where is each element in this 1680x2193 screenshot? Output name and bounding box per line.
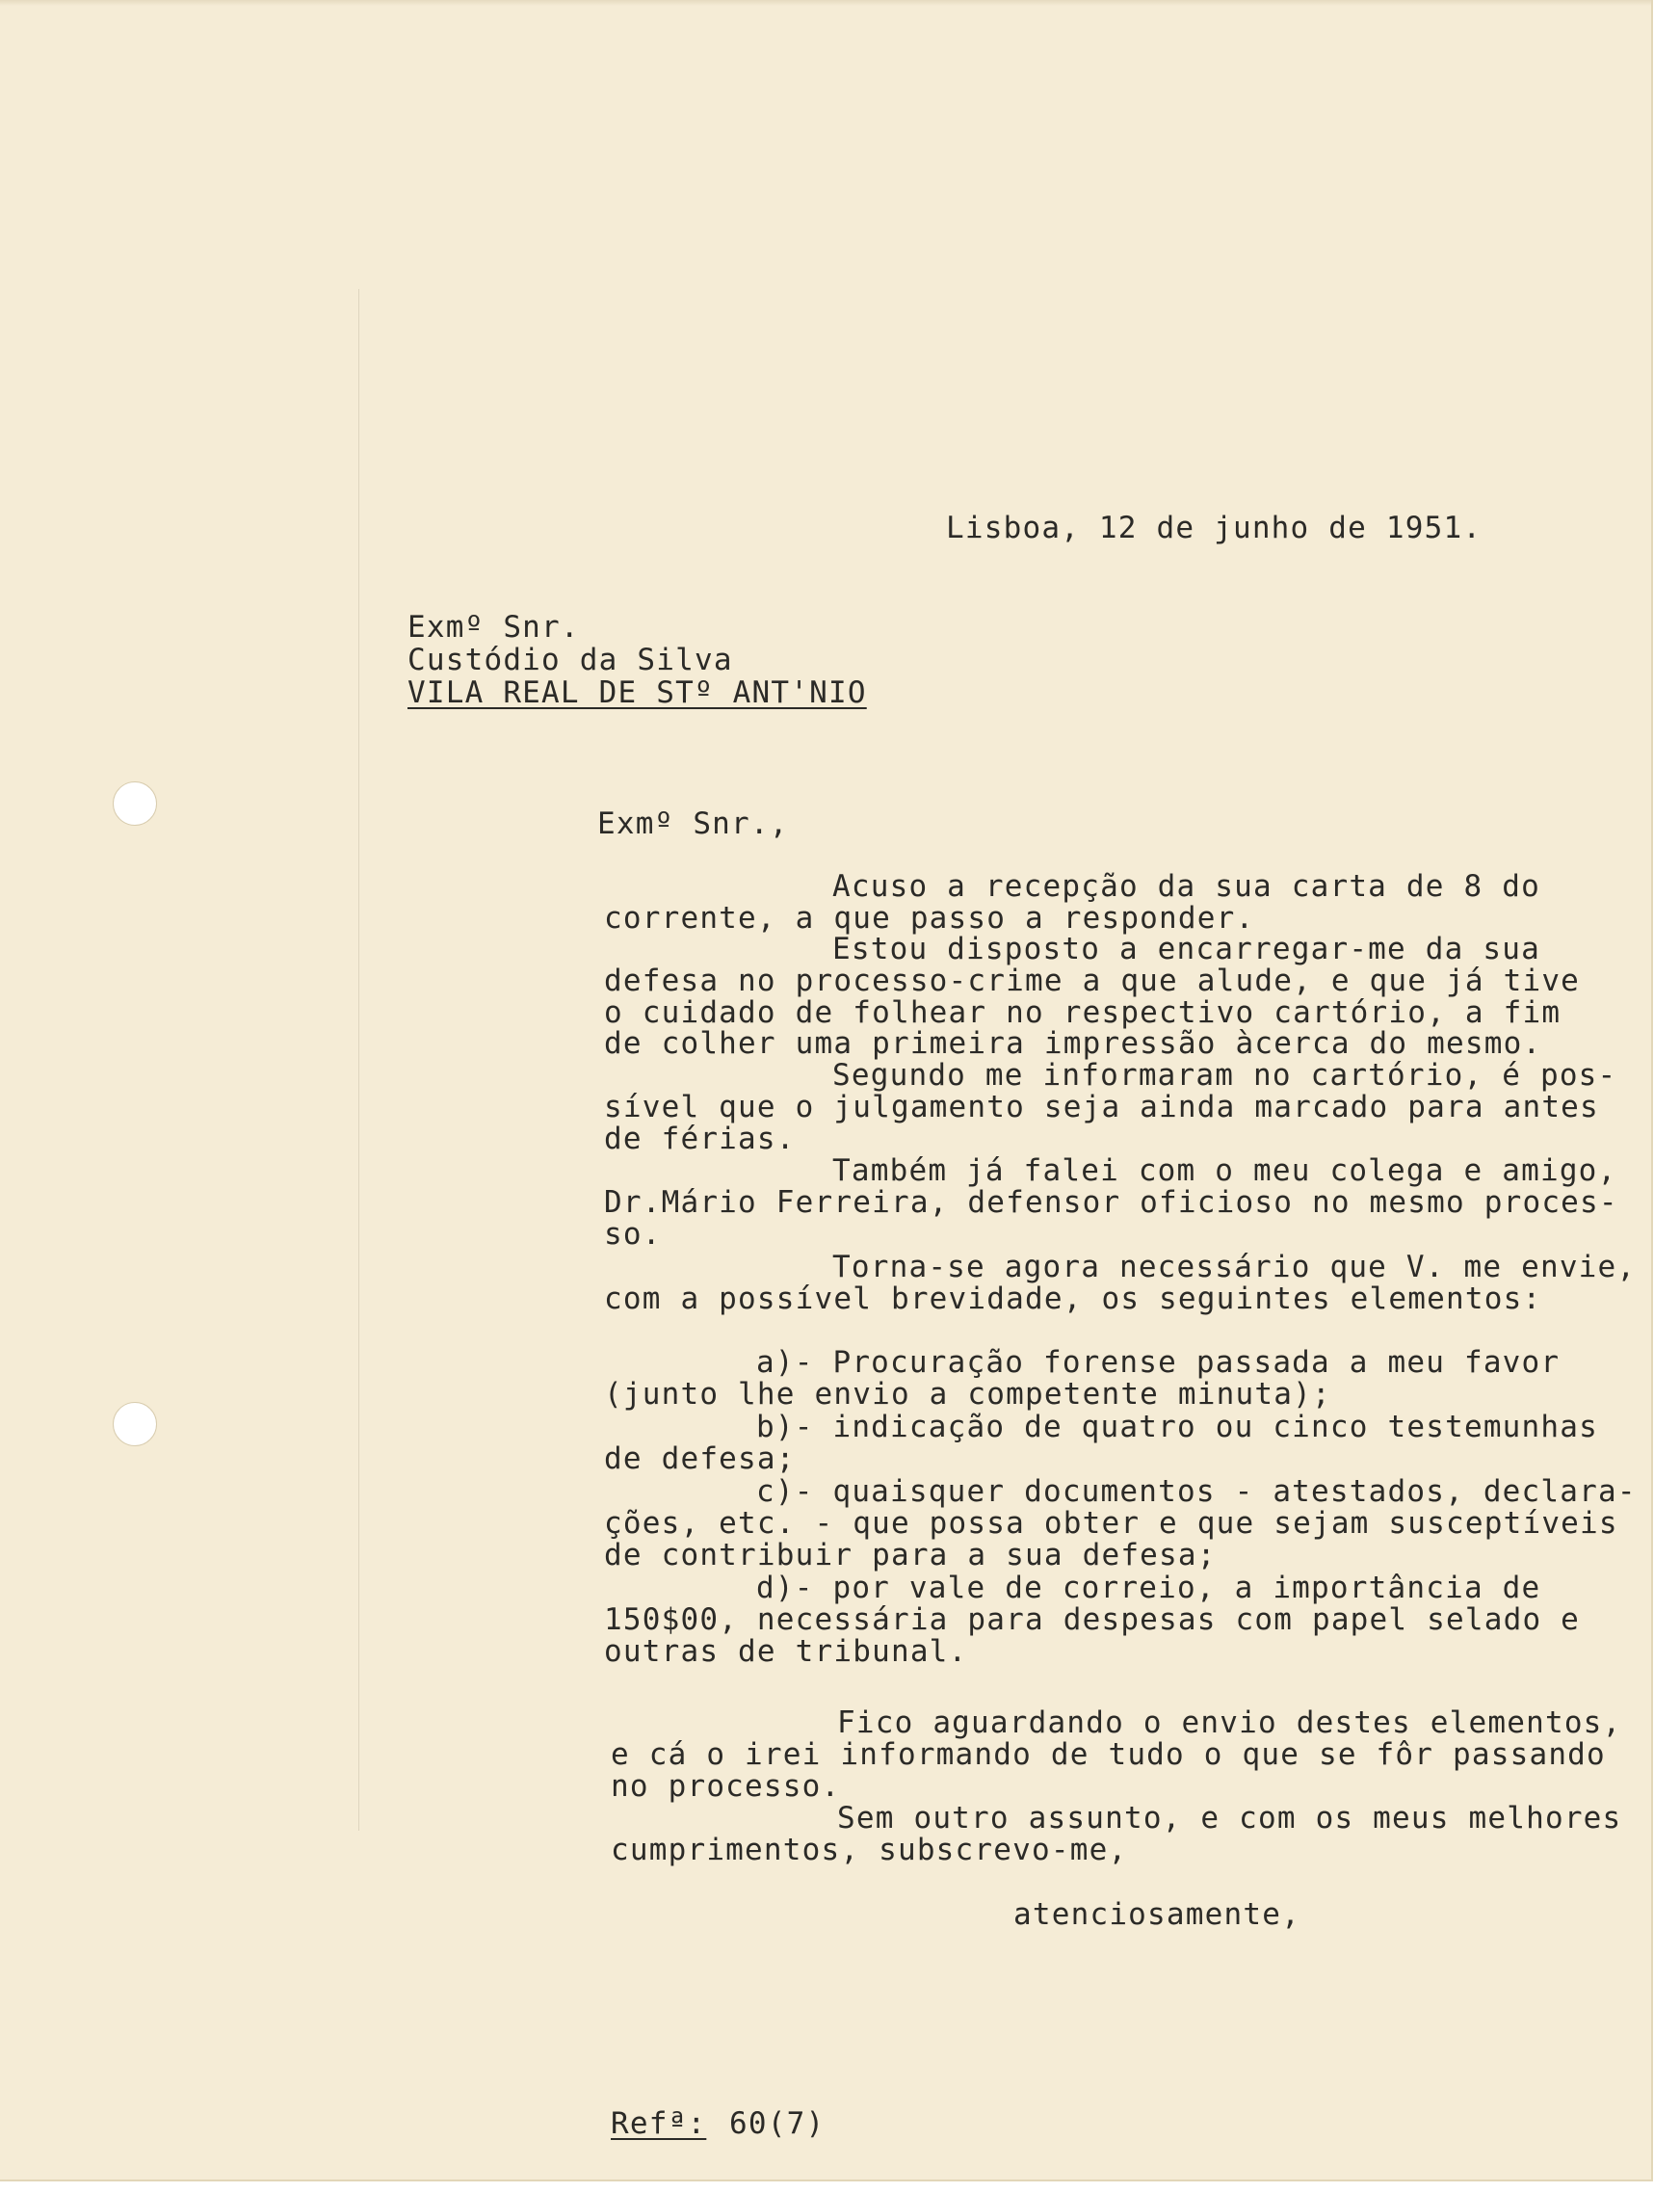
body-line: Também já falei com o meu colega e amigo, xyxy=(832,1153,1617,1188)
body-line: com a possível brevidade, os seguintes elementos: xyxy=(604,1281,1542,1316)
body-line: o cuidado de folhear no respectivo cartório, a fim xyxy=(604,995,1562,1030)
body-line: e cá o irei informando de tudo o que se fôr passando xyxy=(611,1737,1606,1772)
enumerated-item: c)- quaisquer documentos - atestados, declara- xyxy=(756,1474,1637,1509)
body-line: corrente, a que passo a responder. xyxy=(604,901,1255,936)
body-line: so. xyxy=(604,1217,662,1252)
body-line: Dr.Mário Ferreira, defensor oficioso no mesmo proces- xyxy=(604,1185,1618,1220)
body-line: sível que o julgamento seja ainda marcado para antes xyxy=(604,1090,1599,1124)
body-line: defesa no processo-crime a que alude, e que já tive xyxy=(604,964,1581,998)
punch-hole-top xyxy=(113,781,157,826)
body-line: de férias. xyxy=(604,1122,796,1156)
body-line: Estou disposto a encarregar-me da sua xyxy=(832,932,1540,966)
body-line: Segundo me informaram no cartório, é pos- xyxy=(832,1058,1617,1093)
paper-crease xyxy=(358,289,359,1831)
body-line: de contribuir para a sua defesa; xyxy=(604,1538,1217,1572)
body-line: ções, etc. - que possa obter e que sejam susceptíveis xyxy=(604,1506,1618,1541)
body-line: Torna-se agora necessário que V. me envie, xyxy=(832,1250,1637,1284)
enumerated-item: d)- por vale de correio, a importância de xyxy=(756,1571,1541,1605)
salutation: Exmº Snr., xyxy=(597,806,789,841)
body-line: Acuso a recepção da sua carta de 8 do xyxy=(832,869,1540,904)
recipient-title: Exmº Snr. xyxy=(407,610,580,645)
punch-hole-bottom xyxy=(113,1402,157,1446)
recipient-place: VILA REAL DE STº ANT'NIO xyxy=(407,675,867,710)
body-line: de defesa; xyxy=(604,1441,796,1476)
enumerated-item: a)- Procuração forense passada a meu favor xyxy=(756,1345,1561,1380)
body-line: cumprimentos, subscrevo-me, xyxy=(611,1833,1128,1867)
date-line: Lisboa, 12 de junho de 1951. xyxy=(946,511,1483,545)
body-line: de colher uma primeira impressão àcerca do mesmo. xyxy=(604,1026,1542,1061)
body-line: Fico aguardando o envio destes elementos, xyxy=(837,1705,1622,1740)
body-line: Sem outro assunto, e com os meus melhores xyxy=(837,1801,1622,1836)
recipient-name: Custódio da Silva xyxy=(407,643,733,677)
closing: atenciosamente, xyxy=(1013,1897,1300,1932)
body-line: outras de tribunal. xyxy=(604,1634,968,1669)
reference-label: Refª: xyxy=(611,2106,707,2141)
body-line: (junto lhe envio a competente minuta); xyxy=(604,1377,1331,1412)
enumerated-item: b)- indicação de quatro ou cinco testemunhas xyxy=(756,1410,1598,1444)
reference-value: 60(7) xyxy=(729,2106,826,2141)
body-line: 150$00, necessária para despesas com papel selado e xyxy=(604,1602,1581,1637)
paper-edge xyxy=(0,0,1651,6)
body-line: no processo. xyxy=(611,1769,841,1804)
